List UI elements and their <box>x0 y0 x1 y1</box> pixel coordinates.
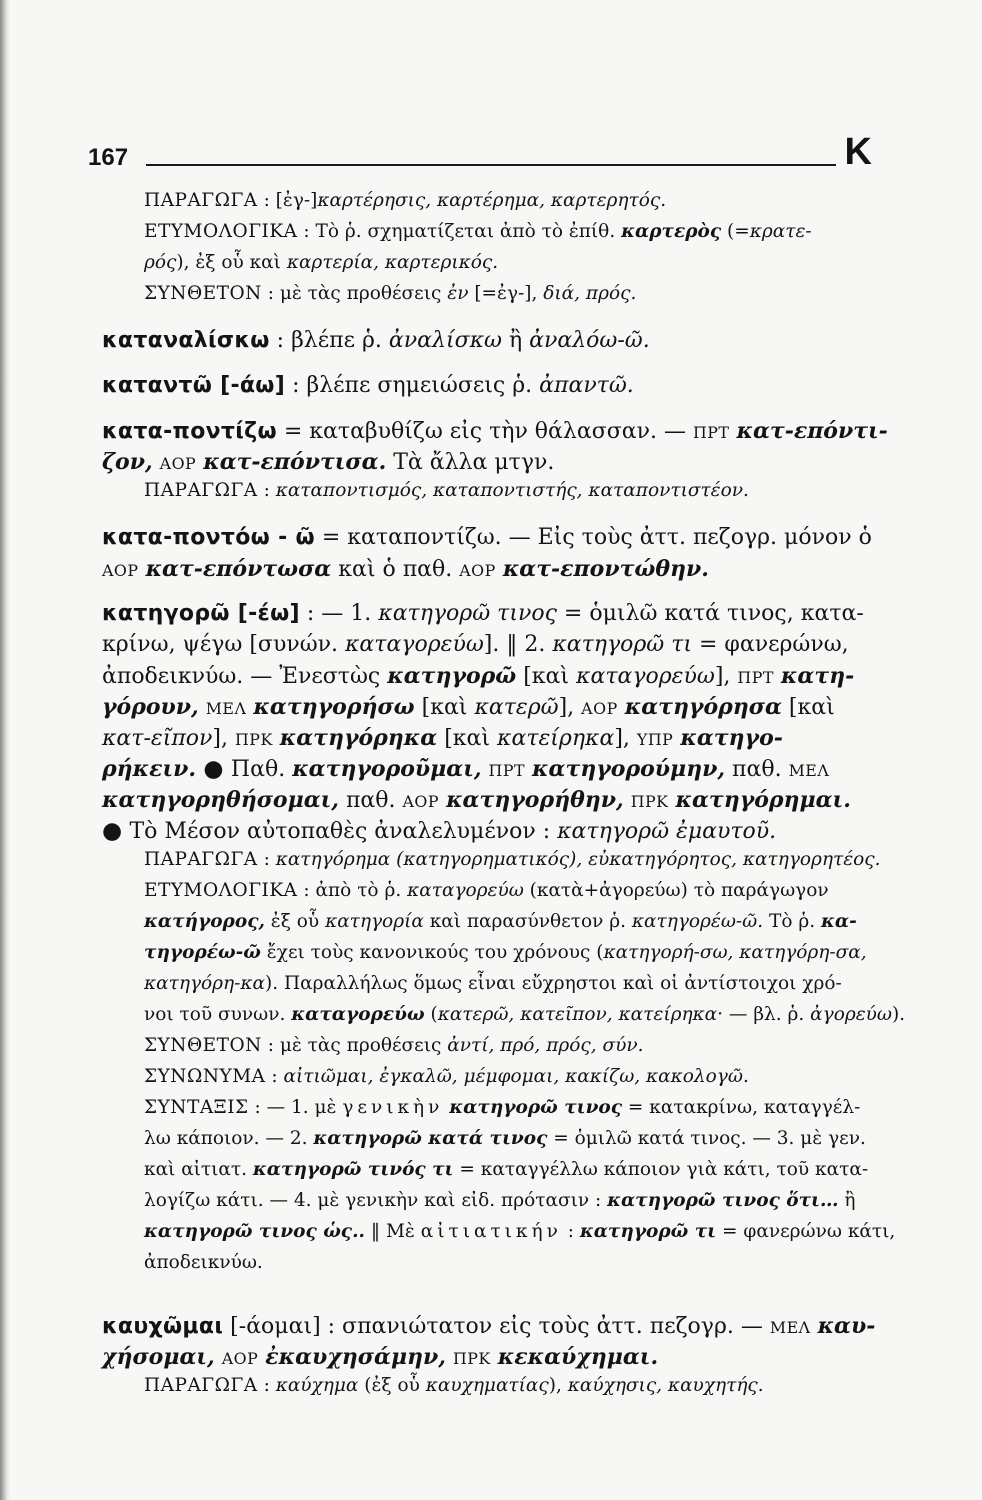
form-example: κατ-επόντισα. <box>203 449 387 475</box>
entry-line <box>102 328 882 359</box>
headword: κατηγορῶ [-έω] <box>102 601 300 626</box>
entry-line <box>102 849 882 880</box>
text-segment <box>439 788 446 813</box>
dictionary-entry-kataponto <box>102 525 882 587</box>
text-segment: λω κάποιον. — 2. <box>144 1128 314 1149</box>
text-segment: : ἀπὸ τὸ ῥ. <box>297 880 408 901</box>
grammar-abbreviation: ΠΡΤ <box>692 423 730 442</box>
text-segment <box>525 757 532 782</box>
text-segment: ), <box>548 1375 568 1396</box>
text-segment <box>491 1345 498 1370</box>
text-segment <box>139 557 146 582</box>
text-segment: ). Παραλλήλως ὅμως εἶναι εὔχρηστοι καὶ οἱ ἀντίστοιχοι χρό- <box>264 973 842 994</box>
dictionary-entry-katantw <box>102 373 882 404</box>
form-example: κατη- <box>780 663 855 689</box>
form-example: κατηγορῶ κατά τινος <box>313 1128 548 1149</box>
text-segment: : βλέπε σημειώσεις ῥ. <box>285 373 540 398</box>
form-example: κατηγοροῦμαι, <box>292 756 482 782</box>
form-example: κατηγορηθήσομαι, <box>102 787 339 813</box>
grammar-abbreviation: ΑΟΡ <box>221 1349 259 1368</box>
form-example: κατηγορῶ τινος ὅτι… <box>607 1190 839 1211</box>
italic-term: αἰτιῶμαι, ἐγκαλῶ, μέμφομαι, κακίζω, κακολογῶ. <box>283 1066 749 1087</box>
text-segment: νοι τοῦ συνων. <box>144 1004 292 1025</box>
text-segment: Τὸ ῥ. <box>763 911 822 932</box>
dictionary-entry-kartero <box>102 190 882 314</box>
italic-term: ἀναλίσκω <box>388 328 502 353</box>
text-segment: ( <box>424 1004 438 1025</box>
text-segment: [=ἐγ-], <box>468 283 544 304</box>
text-segment: γενικὴν <box>342 1097 444 1118</box>
text-segment: : <box>257 480 276 501</box>
italic-term: κατηγορῶ ἐμαυτοῦ. <box>557 819 777 844</box>
section-label: ΣΥΝΘΕΤΟΝ <box>144 283 262 304</box>
text-segment: : [ἐγ-] <box>257 190 318 211</box>
italic-term: ἀπαντῶ. <box>539 373 634 398</box>
text-segment: : βλέπε ῥ. <box>269 328 389 353</box>
entry-line <box>102 694 882 725</box>
text-segment: ], <box>212 726 235 751</box>
italic-term: κατερῶ <box>474 695 559 720</box>
text-segment: = καταγγέλλω κάποιον γιὰ κάτι, τοῦ κατα- <box>453 1159 869 1180</box>
text-segment: ἢ <box>838 1190 856 1211</box>
grammar-abbreviation: ΑΟΡ <box>102 561 139 580</box>
text-segment: ], <box>714 664 738 689</box>
text-segment: ἢ <box>501 328 530 353</box>
italic-term: ἀγορεύω <box>810 1004 892 1025</box>
form-example: γόρουν, <box>102 694 199 720</box>
form-example: κατ-επόντωσα <box>145 556 332 582</box>
grammar-abbreviation: ΑΟΡ <box>159 454 197 473</box>
section-label: ΠΑΡΑΓΩΓΑ <box>144 480 258 501</box>
text-segment <box>273 726 280 751</box>
text-segment: λογίζω κάτι. — 4. μὲ γενικὴν καὶ εἰδ. πρότασιν : <box>144 1190 608 1211</box>
headword: καυχῶμαι <box>102 1314 224 1339</box>
form-example: χήσομαι, <box>102 1344 215 1370</box>
grammar-abbreviation: ΠΡΤ <box>488 761 526 780</box>
entry-line <box>102 942 882 973</box>
form-example: κατ-εποντώθην. <box>502 556 709 582</box>
form-example: κεκαύχημαι. <box>497 1344 659 1370</box>
form-example: κατηγόρηκα <box>279 725 438 751</box>
text-segment: = ὁμιλῶ κατά τινος. — 3. μὲ γεν. <box>547 1128 866 1149</box>
entry-line <box>102 1035 882 1066</box>
text-segment: ], <box>614 726 637 751</box>
text-segment: ἀποδεικνύω. <box>144 1252 263 1273</box>
headword: καταντῶ [-άω] <box>102 373 286 398</box>
italic-term: καύχησις, καυχητής. <box>567 1375 764 1396</box>
text-segment: : — 1. μὲ <box>248 1097 343 1118</box>
text-segment: ). <box>891 1004 906 1025</box>
text-segment: Τὸ Μέσον αὐτοπαθὲς ἀναλελυμένον : <box>129 819 558 844</box>
entry-line <box>102 973 882 1004</box>
section-label: ΣΥΝΩΝΥΜΑ <box>144 1066 266 1087</box>
text-segment: καὶ παρασύνθετον ῥ. <box>423 911 632 932</box>
grammar-abbreviation: ΠΡΚ <box>630 792 669 811</box>
text-segment: παθ. <box>725 757 789 782</box>
italic-term: καύχημα <box>275 1375 359 1396</box>
text-segment: ἐξ οὗ <box>264 911 326 932</box>
entry-line <box>102 787 882 818</box>
form-example: κατηγορούμην, <box>532 756 726 782</box>
headword: κατα-ποντίζω <box>102 419 277 444</box>
entry-line <box>102 1190 882 1221</box>
entry-line <box>102 525 882 556</box>
text-segment: (ἐξ οὗ <box>358 1375 426 1396</box>
dictionary-entry-katapontizw <box>102 418 888 511</box>
text-segment: · — βλ. ῥ. <box>717 1004 811 1025</box>
entry-line <box>102 1344 882 1375</box>
section-label: ΣΥΝΤΑΞΙΣ <box>144 1097 249 1118</box>
grammar-abbreviation: ΑΟΡ <box>581 699 618 718</box>
text-segment: Παθ. <box>230 757 293 782</box>
form-example: κατηγορῶ τινός τι <box>252 1159 454 1180</box>
text-segment: : <box>257 849 276 870</box>
text-segment: [-άομαι] : σπανιώτατον εἰς τοὺς ἀττ. πεζογρ. — <box>223 1314 770 1339</box>
text-segment <box>215 1345 222 1370</box>
italic-term: ἀναλόω-ῶ. <box>529 328 650 353</box>
text-segment: (= <box>721 221 750 242</box>
page-edge-shadow <box>0 0 10 1500</box>
italic-term: κρατε- <box>749 221 812 242</box>
dictionary-entry-kathgorw <box>102 601 906 1283</box>
entry-line <box>102 190 882 221</box>
italic-term: ρός <box>144 252 177 273</box>
entry-line <box>102 480 882 511</box>
form-example: κατηγόρησα <box>624 694 782 720</box>
italic-term: κατείρηκα <box>497 726 615 751</box>
text-segment: : Τὸ ῥ. σχηματίζεται ἀπὸ τὸ ἐπίθ. <box>297 221 622 242</box>
page-header <box>88 131 872 174</box>
entry-line <box>102 601 882 632</box>
form-example: κατηγορῶ <box>387 663 517 689</box>
dictionary-content <box>102 190 906 1406</box>
section-label: ΠΑΡΑΓΩΓΑ <box>144 190 258 211</box>
entry-line <box>102 556 882 587</box>
grammar-abbreviation: ΠΡΤ <box>737 668 774 687</box>
section-label: ΠΑΡΑΓΩΓΑ <box>144 849 258 870</box>
form-example: καρτερὸς <box>621 221 722 242</box>
form-example: ἐκαυχησάμην, <box>265 1344 446 1370</box>
text-segment: παθ. <box>338 788 403 813</box>
italic-term: καρτερία, καρτερικός. <box>286 252 499 273</box>
grammar-abbreviation: ΥΠΡ <box>636 730 674 749</box>
text-segment: = φανερώνω, <box>692 632 849 657</box>
grammar-abbreviation: ΜΕΛ <box>205 699 247 718</box>
entry-line <box>102 818 882 849</box>
entry-line <box>102 725 882 756</box>
text-segment: ἀποδεικνύω. — Ἐνεστὼς <box>102 664 388 689</box>
text-segment <box>496 557 503 582</box>
entry-line <box>102 1128 882 1159</box>
italic-term: καταγορεύω <box>407 880 524 901</box>
grammar-abbreviation: ΠΡΚ <box>452 1349 491 1368</box>
section-label: ΠΑΡΑΓΩΓΑ <box>144 1375 258 1396</box>
text-segment: : μὲ τὰς προθέσεις <box>261 1035 448 1056</box>
text-segment <box>624 788 631 813</box>
entry-line <box>102 252 882 283</box>
text-segment <box>482 757 489 782</box>
italic-term: καυχηματίας <box>425 1375 549 1396</box>
entry-line <box>102 373 882 404</box>
entry-line <box>102 1004 906 1035</box>
form-example: κατηγορήθην, <box>446 787 624 813</box>
entry-line <box>102 1375 882 1406</box>
section-label: ΣΥΝΘΕΤΟΝ <box>144 1035 262 1056</box>
text-segment <box>153 450 160 475</box>
text-segment: Τὰ ἄλλα μτγν. <box>386 450 555 475</box>
grammar-abbreviation: ΜΕΛ <box>769 1318 811 1337</box>
dictionary-entry-kauxwmai <box>102 1313 882 1406</box>
entry-line <box>102 1221 896 1252</box>
entry-line <box>102 283 882 314</box>
entry-line <box>102 1066 882 1097</box>
form-example: κατηγορῶ τινος ὡς.. <box>144 1221 365 1242</box>
italic-term: καρτέρησις, καρτέρημα, καρτερητός. <box>317 190 667 211</box>
text-segment: ], <box>558 695 582 720</box>
text-segment: ), ἐξ οὗ καὶ <box>176 252 287 273</box>
text-segment <box>774 664 781 689</box>
text-segment: ‖ Μὲ <box>364 1221 421 1242</box>
entry-line <box>102 632 882 663</box>
text-segment: (κατὰ+ἀγορεύω) τὸ παράγωγον <box>523 880 829 901</box>
entry-line <box>102 1159 882 1190</box>
italic-term: κατηγορία <box>325 911 424 932</box>
italic-term: κατ-εῖπον <box>102 726 213 751</box>
text-segment: ]. ‖ 2. <box>483 632 553 657</box>
italic-term: καταγορεύω <box>576 664 715 689</box>
text-segment: : <box>561 1221 580 1242</box>
italic-term: κατηγόρη-κα <box>144 973 265 994</box>
text-segment: = κατακρίνω, καταγγέλ- <box>622 1097 861 1118</box>
italic-term: κατερῶ, κατεῖπον, κατείρηκα <box>437 1004 718 1025</box>
entry-line <box>102 1097 882 1128</box>
grammar-abbreviation: ΜΕΛ <box>788 761 830 780</box>
form-example: κατηγορῶ τι <box>579 1221 717 1242</box>
italic-term: ἐν <box>447 283 469 304</box>
italic-term: κατηγορέω-ῶ. <box>631 911 764 932</box>
headword: καταναλίσκω <box>102 328 270 353</box>
text-segment: [καὶ <box>516 664 577 689</box>
form-example: κατηγορῶ τινος <box>449 1097 623 1118</box>
text-segment: = φανερώνω κάτι, <box>716 1221 896 1242</box>
dictionary-entry-katanaliskw <box>102 328 882 359</box>
text-segment: κρίνω, ψέγω [συνών. <box>102 632 345 657</box>
section-label: ΕΤΥΜΟΛΟΓΙΚΑ <box>144 880 298 901</box>
text-segment: [καὶ <box>437 726 498 751</box>
entry-line <box>102 449 882 480</box>
italic-term: διά, πρός. <box>543 283 637 304</box>
italic-term: καταποντισμός, καταποντιστής, καταποντιστέον. <box>275 480 749 501</box>
form-example: καταγορεύω <box>291 1004 425 1025</box>
grammar-abbreviation: ΑΟΡ <box>459 561 496 580</box>
grammar-abbreviation: ΑΟΡ <box>402 792 440 811</box>
text-segment: : — 1. <box>299 601 379 626</box>
section-label: ΕΤΥΜΟΛΟΓΙΚΑ <box>144 221 298 242</box>
text-segment: = καταποντίζω. — Εἰς τοὺς ἀττ. πεζογρ. μόνον ὁ <box>314 525 872 550</box>
header-rule <box>146 164 836 166</box>
bullet-marker: ● <box>102 818 130 844</box>
form-example: κατηγόρημαι. <box>675 787 851 813</box>
entry-line <box>102 880 882 911</box>
entry-line <box>102 911 882 942</box>
text-segment: ἔχει τοὺς κανονικούς του χρόνους ( <box>260 942 604 963</box>
text-segment: αἰτιατικήν <box>420 1221 562 1242</box>
text-segment: [καὶ <box>781 695 835 720</box>
form-example: κατηγο- <box>680 725 783 751</box>
text-segment: [καὶ <box>414 695 475 720</box>
italic-term: κατηγόρημα (κατηγορηματικός), εὐκατηγόρητος, κατηγορητέος. <box>275 849 881 870</box>
entry-line <box>102 756 882 787</box>
headword: κατα-ποντόω - ῶ <box>102 525 315 550</box>
text-segment: : μὲ τὰς προθέσεις <box>261 283 448 304</box>
bullet-marker: ● <box>196 756 231 782</box>
section-letter: K <box>844 131 872 173</box>
entry-line <box>102 221 882 252</box>
text-segment <box>618 695 625 720</box>
italic-term: καταγορεύω <box>345 632 484 657</box>
text-segment <box>446 1345 453 1370</box>
form-example: ζον, <box>102 449 153 475</box>
text-segment: καὶ αἰτιατ. <box>144 1159 253 1180</box>
form-example: κατ-επόντι- <box>736 418 888 444</box>
italic-term: ἀντί, πρό, πρός, σύν. <box>447 1035 644 1056</box>
italic-term: κατηγορή-σω, κατηγόρη-σα, <box>603 942 867 963</box>
grammar-abbreviation: ΠΡΚ <box>234 730 273 749</box>
entry-line <box>102 1313 882 1344</box>
text-segment: : <box>265 1066 284 1087</box>
text-segment: = ὁμιλῶ κατά τινος, κατα- <box>556 601 864 626</box>
form-example: τηγορέω-ῶ <box>144 942 261 963</box>
form-example: κατηγορήσω <box>253 694 415 720</box>
italic-term: κατηγορῶ τινος <box>378 601 557 626</box>
entry-line <box>102 663 882 694</box>
form-example: κα- <box>821 911 857 932</box>
text-segment <box>199 695 206 720</box>
form-example: ρήκειν. <box>102 756 197 782</box>
entry-line <box>102 418 888 449</box>
text-segment <box>811 1314 818 1339</box>
form-example: καυ- <box>817 1313 876 1339</box>
entry-line <box>102 1252 882 1283</box>
form-example: κατήγορος, <box>144 911 265 932</box>
text-segment: = καταβυθίζω εἰς τὴν θάλασσαν. — <box>276 419 693 444</box>
text-segment: : <box>257 1375 276 1396</box>
italic-term: κατηγορῶ τι <box>552 632 693 657</box>
page-number: 167 <box>88 144 129 171</box>
text-segment: καὶ ὁ παθ. <box>331 557 460 582</box>
